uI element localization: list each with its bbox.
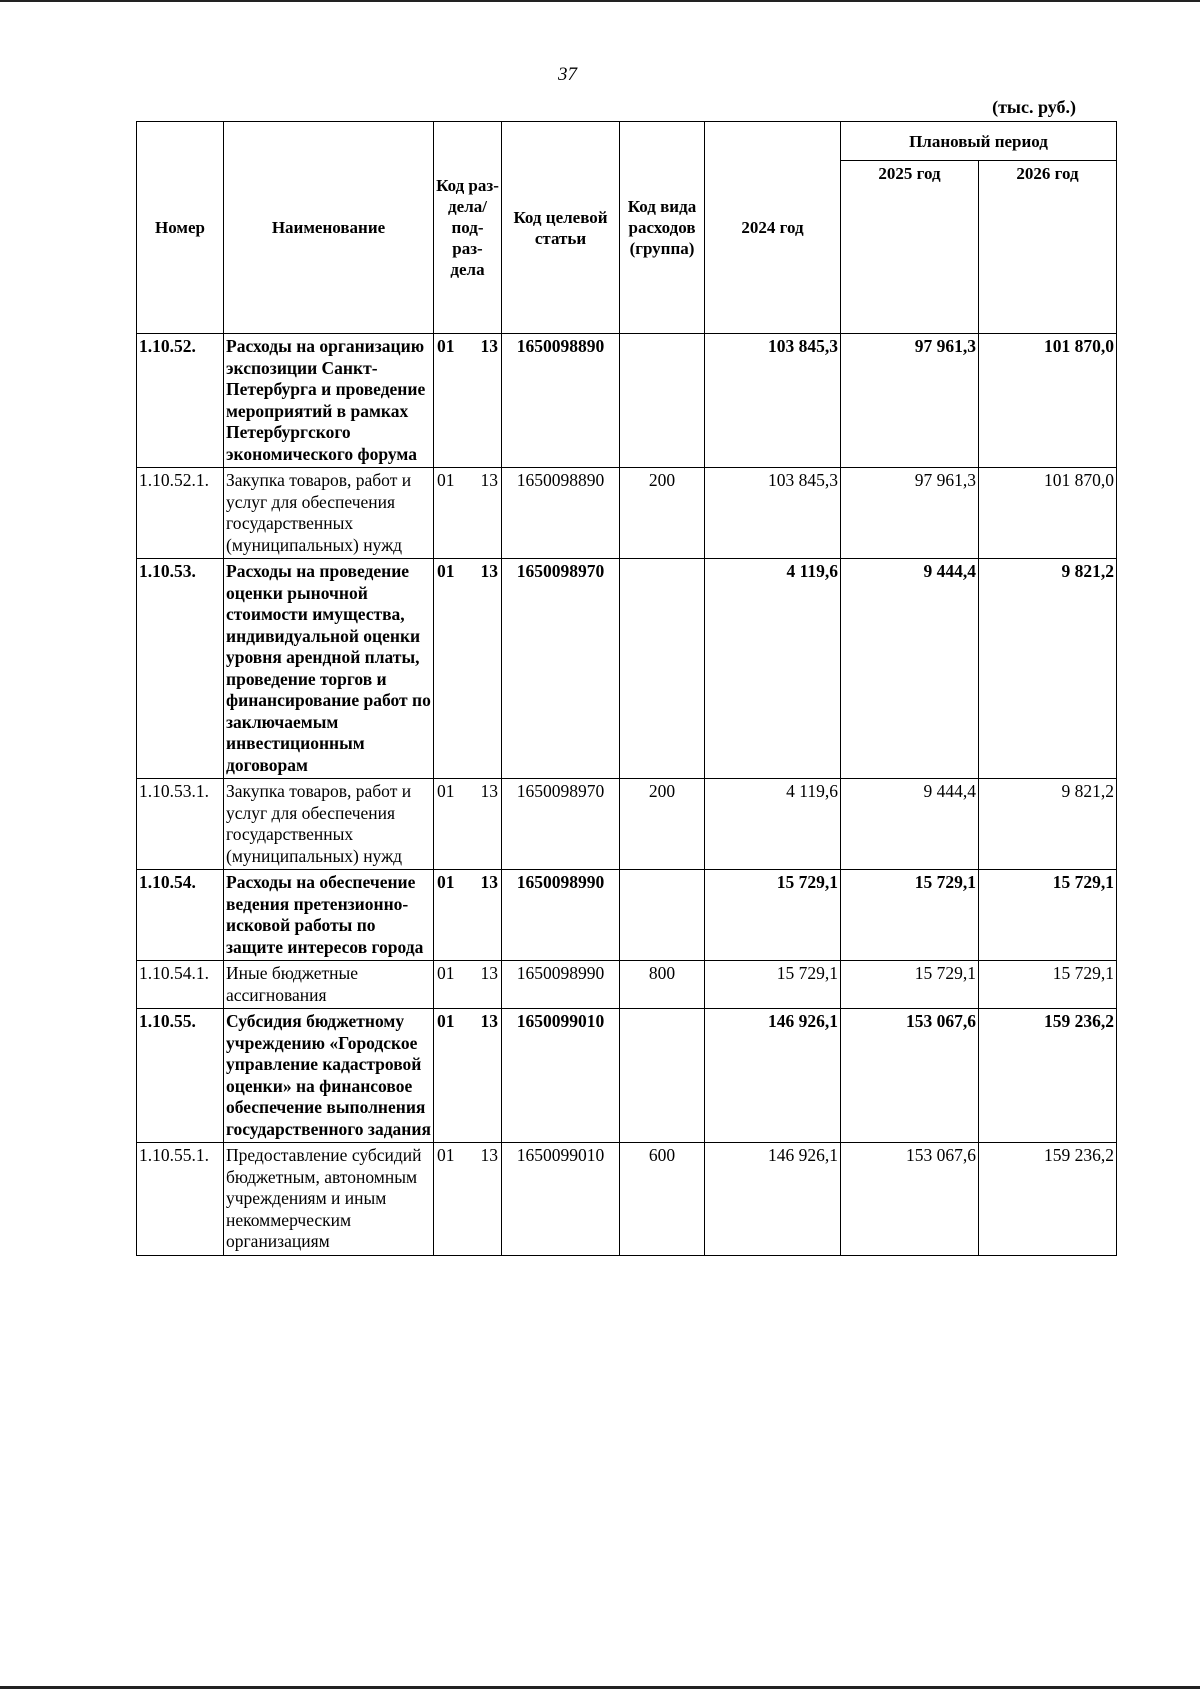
row-target-code: 1650098970 xyxy=(502,559,620,779)
table-row xyxy=(137,779,1117,870)
row-expense-type: 800 xyxy=(620,961,705,1009)
row-name: Предоставление субсидий бюджетным, автономным учреждениям и иным некоммерческим организациям xyxy=(224,1143,434,1256)
row-subsection: 13 xyxy=(480,781,498,801)
units-label: (тыс. руб.) xyxy=(992,97,1076,117)
row-expense-type: 200 xyxy=(620,779,705,870)
row-name: Иные бюджетные ассигнования xyxy=(224,961,434,1009)
row-section-code xyxy=(434,334,502,468)
row-amount-2024: 103 845,3 xyxy=(705,468,841,559)
row-amount-2025: 153 067,6 xyxy=(841,1009,979,1143)
row-name: Расходы на проведение оценки рыночной стоимости имущества, индивидуальной оценки уровня арендной платы, проведение торгов и финансирование работ по заключаемым инвестиционным договорам xyxy=(224,559,434,779)
row-number: 1.10.55. xyxy=(137,1009,224,1143)
row-section-code xyxy=(434,961,502,1009)
row-subsection: 13 xyxy=(480,1145,498,1165)
header-row xyxy=(137,122,1117,161)
row-amount-2025: 97 961,3 xyxy=(841,468,979,559)
row-subsection: 13 xyxy=(480,336,498,356)
header-planning-period: Плановый период xyxy=(841,122,1117,161)
row-target-code: 1650098990 xyxy=(502,870,620,961)
row-expense-type xyxy=(620,1009,705,1143)
header-number: Номер xyxy=(137,122,224,334)
scan-top-edge xyxy=(0,0,1200,2)
header-year-2026: 2026 год xyxy=(979,161,1117,334)
row-amount-2024: 146 926,1 xyxy=(705,1009,841,1143)
row-target-code: 1650098890 xyxy=(502,334,620,468)
header-year-2025: 2025 год xyxy=(841,161,979,334)
row-amount-2024: 4 119,6 xyxy=(705,779,841,870)
row-number: 1.10.53. xyxy=(137,559,224,779)
row-target-code: 1650098890 xyxy=(502,468,620,559)
table-row xyxy=(137,468,1117,559)
row-number: 1.10.52.1. xyxy=(137,468,224,559)
row-number: 1.10.53.1. xyxy=(137,779,224,870)
row-subsection: 13 xyxy=(480,872,498,892)
budget-table xyxy=(136,121,1117,1256)
row-amount-2025: 9 444,4 xyxy=(841,779,979,870)
row-name: Расходы на организацию экспозиции Санкт-Петербурга и проведение мероприятий в рамках Петербургского экономического форума xyxy=(224,334,434,468)
row-expense-type xyxy=(620,559,705,779)
row-amount-2024: 146 926,1 xyxy=(705,1143,841,1256)
row-amount-2026: 15 729,1 xyxy=(979,961,1117,1009)
row-number: 1.10.55.1. xyxy=(137,1143,224,1256)
row-expense-type: 200 xyxy=(620,468,705,559)
row-subsection: 13 xyxy=(480,1011,498,1031)
row-section-code xyxy=(434,779,502,870)
row-subsection: 13 xyxy=(480,470,498,490)
row-amount-2025: 97 961,3 xyxy=(841,334,979,468)
row-name: Закупка товаров, работ и услуг для обеспечения государственных (муниципальных) нужд xyxy=(224,468,434,559)
row-amount-2025: 15 729,1 xyxy=(841,870,979,961)
table-row xyxy=(137,870,1117,961)
row-section: 01 xyxy=(437,561,455,581)
row-section: 01 xyxy=(437,1011,455,1031)
row-name: Расходы на обеспечение ведения претензионно-исковой работы по защите интересов города xyxy=(224,870,434,961)
row-amount-2026: 9 821,2 xyxy=(979,559,1117,779)
row-section-code xyxy=(434,1143,502,1256)
row-subsection: 13 xyxy=(480,963,498,983)
table-header xyxy=(137,122,1117,334)
row-target-code: 1650099010 xyxy=(502,1009,620,1143)
row-amount-2026: 101 870,0 xyxy=(979,334,1117,468)
header-name: Наименование xyxy=(224,122,434,334)
row-amount-2026: 9 821,2 xyxy=(979,779,1117,870)
row-section: 01 xyxy=(437,1145,455,1165)
row-amount-2024: 103 845,3 xyxy=(705,334,841,468)
row-amount-2026: 159 236,2 xyxy=(979,1143,1117,1256)
header-expense-type: Код вида расходов (группа) xyxy=(620,122,705,334)
header-target-code: Код целевой статьи xyxy=(502,122,620,334)
row-section-code xyxy=(434,468,502,559)
table-row xyxy=(137,1143,1117,1256)
row-expense-type xyxy=(620,334,705,468)
row-section: 01 xyxy=(437,963,455,983)
table-row xyxy=(137,1009,1117,1143)
row-section: 01 xyxy=(437,872,455,892)
row-subsection: 13 xyxy=(480,561,498,581)
row-target-code: 1650098990 xyxy=(502,961,620,1009)
table-body xyxy=(137,334,1117,1256)
row-name: Субсидия бюджетному учреждению «Городское управление кадастровой оценки» на финансовое обеспечение выполнения государственного задания xyxy=(224,1009,434,1143)
row-section: 01 xyxy=(437,781,455,801)
row-expense-type: 600 xyxy=(620,1143,705,1256)
row-number: 1.10.54.1. xyxy=(137,961,224,1009)
row-amount-2025: 15 729,1 xyxy=(841,961,979,1009)
row-target-code: 1650098970 xyxy=(502,779,620,870)
scan-bottom-edge xyxy=(0,1686,1200,1689)
row-name: Закупка товаров, работ и услуг для обеспечения государственных (муниципальных) нужд xyxy=(224,779,434,870)
table-row xyxy=(137,559,1117,779)
row-amount-2025: 153 067,6 xyxy=(841,1143,979,1256)
row-section-code xyxy=(434,559,502,779)
row-amount-2025: 9 444,4 xyxy=(841,559,979,779)
row-number: 1.10.54. xyxy=(137,870,224,961)
page-number: 37 xyxy=(558,64,577,85)
row-amount-2024: 15 729,1 xyxy=(705,870,841,961)
row-section: 01 xyxy=(437,336,455,356)
table-row xyxy=(137,961,1117,1009)
row-target-code: 1650099010 xyxy=(502,1143,620,1256)
row-amount-2026: 15 729,1 xyxy=(979,870,1117,961)
row-section-code xyxy=(434,870,502,961)
row-number: 1.10.52. xyxy=(137,334,224,468)
row-amount-2026: 101 870,0 xyxy=(979,468,1117,559)
row-section: 01 xyxy=(437,470,455,490)
header-section-code: Код раз- дела/ под- раз- дела xyxy=(434,122,502,334)
header-year-2024: 2024 год xyxy=(705,122,841,334)
row-expense-type xyxy=(620,870,705,961)
table-row xyxy=(137,334,1117,468)
row-amount-2024: 15 729,1 xyxy=(705,961,841,1009)
row-amount-2026: 159 236,2 xyxy=(979,1009,1117,1143)
row-section-code xyxy=(434,1009,502,1143)
row-amount-2024: 4 119,6 xyxy=(705,559,841,779)
